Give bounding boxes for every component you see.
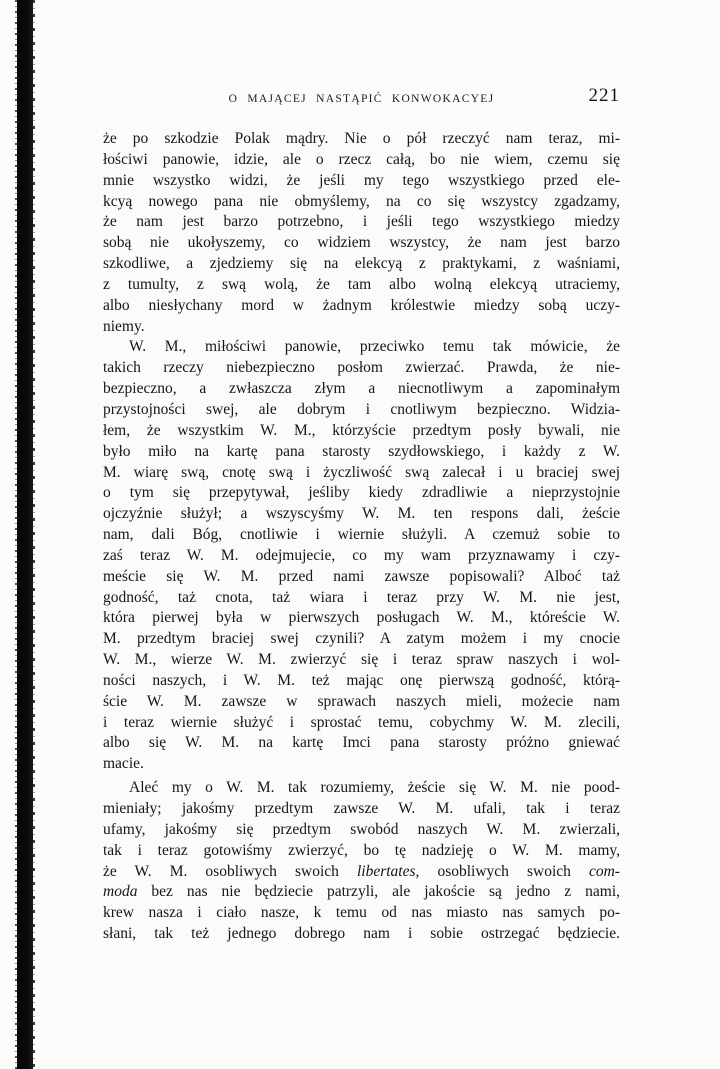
text-line — [103, 567, 620, 588]
text-line — [103, 192, 620, 213]
text-segment: słani, tak też jednego dobrego nam i sobie ostrzegać będziecie. — [103, 925, 620, 943]
text-line — [103, 129, 620, 150]
text-segment: mieniały; jakośmy przedtym zawsze W. M. ufali, tak i teraz — [103, 800, 620, 817]
text-line — [103, 254, 620, 275]
text-segment: ności naszych, i W. M. też mając onę pierwszą godność, którą- — [103, 671, 620, 689]
text-segment: M. przedtym braciej swej czynili? A zatym możem i my cnocie — [103, 630, 620, 648]
text-line — [103, 212, 620, 233]
text-line — [103, 820, 620, 841]
italic-text-segment: com- — [588, 862, 620, 880]
text-segment: bezpieczno, a zwłaszcza złym a niecnotliwym a zapominałym — [103, 380, 620, 398]
text-line — [103, 358, 620, 379]
text-segment: meście się W. M. przed nami zawsze popisowali? Alboć taż — [103, 567, 620, 585]
text-line — [103, 671, 620, 692]
paragraph — [103, 129, 620, 337]
text-segment: łościwi panowie, idzie, ale o rzecz całą, bo nie wiem, czemu się — [103, 150, 620, 168]
page-number: 221 — [588, 85, 620, 106]
text-line — [103, 379, 620, 400]
text-segment: że W. M. osobliwych swoich — [103, 862, 357, 880]
italic-text-segment: moda — [103, 883, 138, 901]
text-line — [103, 150, 620, 171]
text-line — [103, 799, 620, 820]
text-segment: W. M., wierze W. M. zwierzyć się i teraz spraw naszych i wol- — [103, 651, 620, 669]
text-segment: mnie wszystko widzi, że jeśli my tego wszystkiego przed ele- — [103, 171, 620, 189]
text-line — [103, 525, 620, 546]
text-segment: bez nas nie będziecie patrzyli, ale jakoście są jedno z nami, — [137, 883, 620, 901]
text-line — [103, 841, 620, 862]
text-segment: ojczyźnie służył; a wszyscyśmy W. M. ten respons dali, żeście — [103, 505, 620, 523]
text-line — [103, 233, 620, 254]
text-line — [103, 713, 620, 734]
text-segment: sobą nie ukołyszemy, co widziem wszystcy, że nam jest barzo — [103, 234, 620, 252]
italic-text-segment: libertates — [356, 862, 416, 880]
paragraph — [103, 337, 620, 775]
text-line — [103, 778, 620, 799]
text-line — [103, 483, 620, 504]
text-segment: W. M., miłościwi panowie, przeciwko temu tak mówicie, że — [129, 338, 620, 356]
text-segment: , osobliwych swoich — [415, 862, 589, 880]
text-line — [103, 275, 620, 296]
running-title: O MAJĄCEJ NASTĄPIĆ KONWOKACYEJ — [228, 93, 495, 105]
text-line — [103, 754, 620, 775]
text-segment: macie. — [103, 755, 144, 773]
text-line — [103, 629, 620, 650]
text-line — [103, 692, 620, 713]
text-line — [103, 317, 620, 338]
text-line — [103, 588, 620, 609]
text-segment: przystojności swej, ale dobrym i cnotliwym bezpieczno. Widzia- — [103, 400, 620, 418]
text-segment: takich rzeczy niebezpieczno posłom zwierzać. Prawda, że nie- — [103, 359, 620, 377]
text-line — [103, 862, 620, 883]
text-line — [103, 903, 620, 924]
text-segment: że nam jest barzo potrzebno, i jeśli tego wszystkiego miedzy — [103, 213, 620, 231]
text-line — [103, 463, 620, 484]
text-line — [103, 608, 620, 629]
text-segment: albo niesłychany mord w żadnym królestwie miedzy sobą uczy- — [103, 296, 620, 314]
text-segment: kcyą nowego pana nie obmyślemy, na co się wszystcy zgadzamy, — [103, 192, 620, 210]
text-line — [103, 546, 620, 567]
text-line — [103, 337, 620, 358]
text-segment: niemy. — [103, 317, 145, 335]
text-segment: i teraz wiernie służyć i sprostać temu, cobychmy W. M. zlecili, — [103, 713, 620, 731]
text-segment: Aleć my o W. M. tak rozumiemy, żeście się W. M. nie pood- — [129, 779, 620, 797]
text-segment: ufamy, jakośmy się przedtym swobód naszych W. M. zwierzali, — [103, 820, 620, 838]
text-segment: łem, że wszystkim W. M., którzyście przedtym posły bywali, nie — [103, 421, 620, 439]
text-segment: z tumulty, z swą wolą, że tam albo wolną elekcyą utraciemy, — [103, 275, 620, 293]
paragraph — [103, 778, 620, 945]
text-line — [103, 924, 620, 945]
text-line — [103, 296, 620, 317]
text-segment: albo się W. M. na kartę Imci pana starosty próżno gniewać — [103, 734, 620, 752]
text-segment: która pierwej była w pierwszych posługach W. M., któreście W. — [103, 609, 620, 627]
text-line — [103, 442, 620, 463]
text-segment: o tym się przepytywał, jeśliby kiedy zdradliwie a nieprzystojnie — [103, 484, 620, 502]
text-segment: zaś teraz W. M. odejmujecie, co my wam przyznawamy i czy- — [103, 546, 620, 564]
text-segment: ście W. M. zawsze w sprawach naszych mieli, możecie nam — [103, 692, 620, 710]
text-line — [103, 400, 620, 421]
page-header — [103, 85, 620, 113]
text-segment: M. wiarę swą, cnotę swą i życzliwość swą zalecał i u braciej swej — [103, 463, 620, 481]
text-line — [103, 882, 620, 903]
scan-edge-bar — [17, 0, 33, 1069]
text-segment: nam, dali Bóg, cnotliwie i wiernie służyli. A czemuż sobie to — [103, 526, 620, 544]
text-segment: tak i teraz gotowiśmy zwierzyć, bo tę nadzieję o W. M. mamy, — [103, 841, 620, 859]
text-segment: szkodliwe, a zjedziemy się na elekcyą z praktykami, z waśniami, — [103, 255, 620, 273]
text-segment: było miło na kartę pana starosty szydłowskiego, i każdy z W. — [103, 442, 620, 460]
text-line — [103, 171, 620, 192]
text-segment: że po szkodzie Polak mądry. Nie o pół rzeczyć nam teraz, mi- — [103, 130, 620, 147]
text-line — [103, 650, 620, 671]
text-line — [103, 733, 620, 754]
text-segment: krew nasza i ciało nasze, k temu od nas miasto nas samych po- — [103, 904, 620, 922]
text-line — [103, 421, 620, 442]
text-line — [103, 504, 620, 525]
text-block — [103, 129, 620, 945]
text-segment: godność, taż cnota, taż wiara i teraz przy W. M. nie jest, — [103, 588, 620, 606]
